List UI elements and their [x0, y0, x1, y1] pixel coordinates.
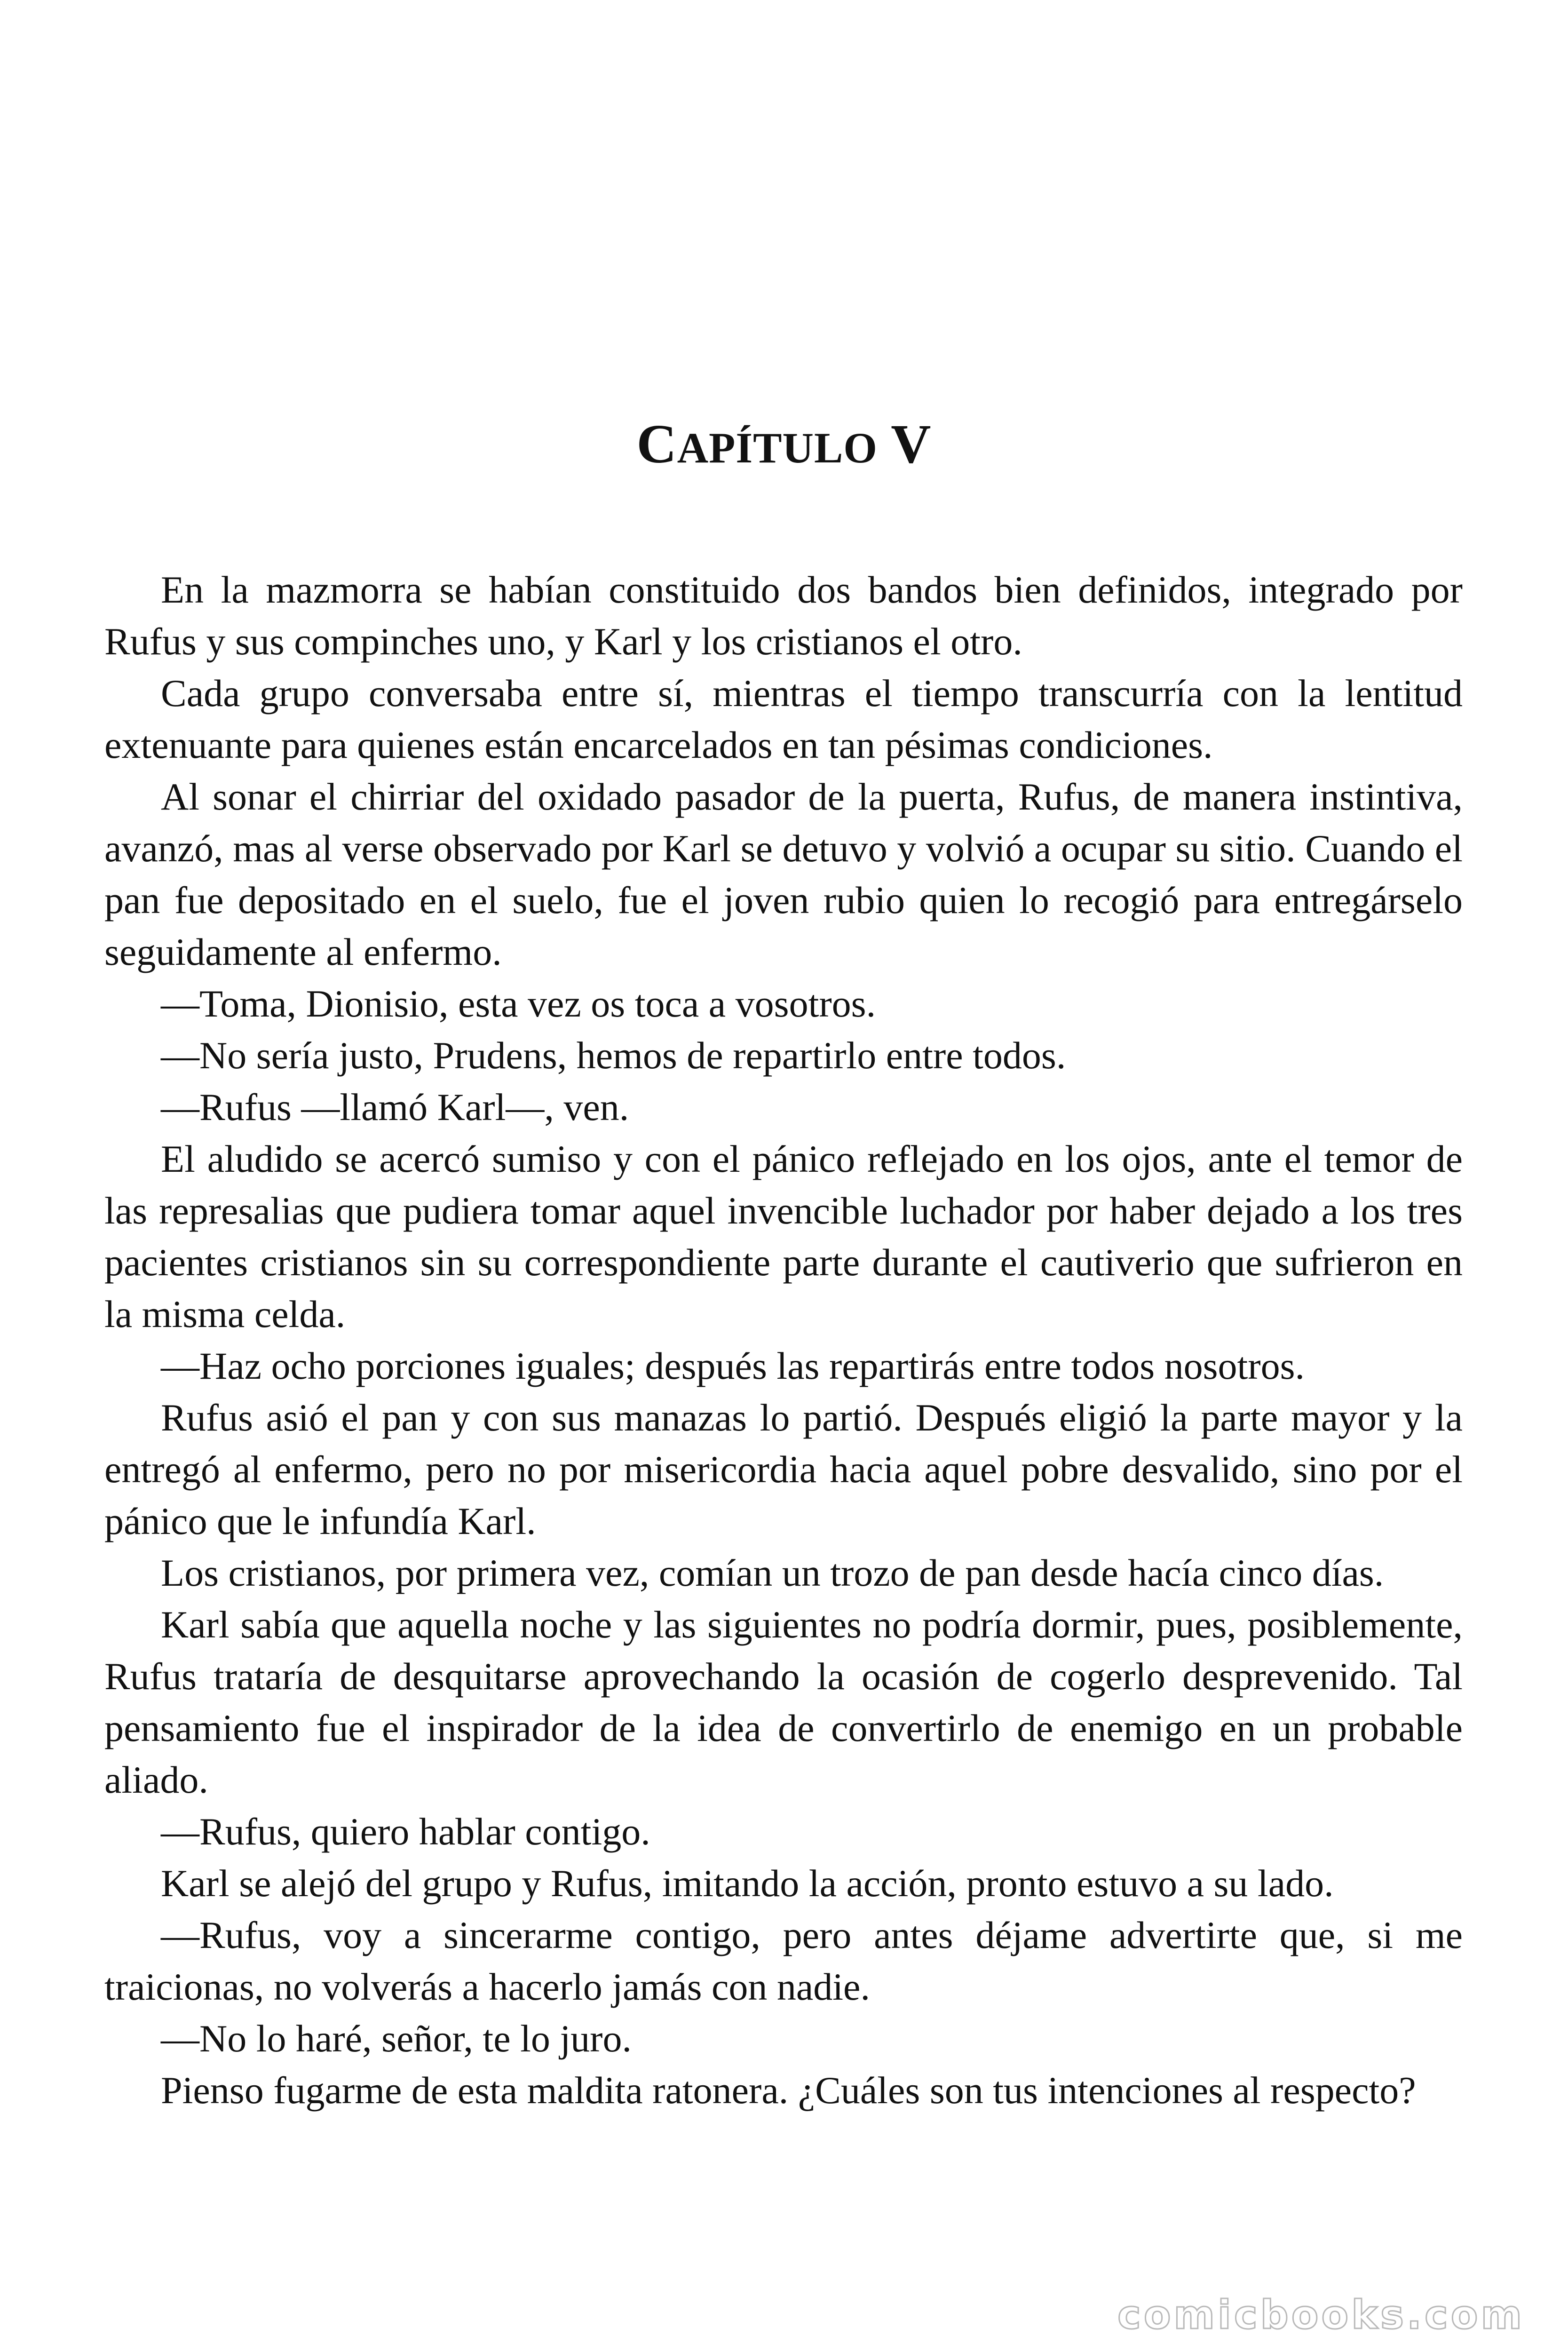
dialogue-line: —Rufus —llamó Karl—, ven.: [161, 1086, 629, 1128]
paragraph: Al sonar el chirriar del oxidado pasador de la puerta, Rufus, de manera instintiva, avanzó, mas al verse observado por Karl se detuvo y volvió a ocupar su sitio. Cuando el pan fue depositado en el suelo, fue el joven rubio quien lo recogió para entregárselo seguidamente al enfermo.: [104, 775, 1463, 973]
chapter-body: [104, 564, 1463, 2116]
paragraph: Cada grupo conversaba entre sí, mientras el tiempo transcurría con la lentitud extenuante para quienes están encarcelados en tan pésimas condiciones.: [104, 672, 1463, 766]
dialogue-line: —Haz ocho porciones iguales; después las repartirás entre todos nosotros.: [161, 1344, 1305, 1387]
chapter-title: [0, 413, 1568, 478]
paragraph: El aludido se acercó sumiso y con el pánico reflejado en los ojos, ante el temor de las represalias que pudiera tomar aquel invencible luchador por haber dejado a los tres pacientes cristianos sin su correspondiente parte durante el cautiverio que sufrieron en la misma celda.: [104, 1137, 1463, 1335]
paragraph: Los cristianos, por primera vez, comían un trozo de pan desde hacía cinco días.: [161, 1551, 1384, 1594]
dialogue-line: —No lo haré, señor, te lo juro.: [161, 2017, 632, 2060]
chapter-title-initial: C: [636, 413, 677, 475]
chapter-number: V: [891, 413, 932, 475]
chapter-title-smallcaps: APÍTULO: [677, 424, 878, 472]
dialogue-line: —Toma, Dionisio, esta vez os toca a vosotros.: [161, 982, 876, 1025]
dialogue-line: —Rufus, quiero hablar contigo.: [161, 1810, 650, 1853]
paragraph: Pienso fugarme de esta maldita ratonera. ¿Cuáles son tus intenciones al respecto?: [161, 2069, 1416, 2112]
paragraph: Karl sabía que aquella noche y las siguientes no podría dormir, pues, posiblemente, Rufus trataría de desquitarse aprovechando la ocasión de cogerlo desprevenido. Tal pensamiento fue el inspirador de la idea de convertirlo de enemigo en un probable aliado.: [104, 1603, 1463, 1801]
watermark-logo: comicbooks.com: [1117, 2292, 1525, 2338]
paragraph: Rufus asió el pan y con sus manazas lo partió. Después eligió la parte mayor y la entregó al enfermo, pero no por misericordia hacia aquel pobre desvalido, sino por el pánico que le infundía Karl.: [104, 1396, 1463, 1542]
paragraph: Karl se alejó del grupo y Rufus, imitando la acción, pronto estuvo a su lado.: [161, 1862, 1334, 1905]
dialogue-line: —Rufus, voy a sincerarme contigo, pero antes déjame advertirte que, si me traicionas, no volverás a hacerlo jamás con nadie.: [104, 1914, 1463, 2008]
dialogue-line: —No sería justo, Prudens, hemos de repartirlo entre todos.: [161, 1034, 1066, 1077]
paragraph: En la mazmorra se habían constituido dos bandos bien definidos, integrado por Rufus y sus compinches uno, y Karl y los cristianos el otro.: [104, 568, 1463, 663]
